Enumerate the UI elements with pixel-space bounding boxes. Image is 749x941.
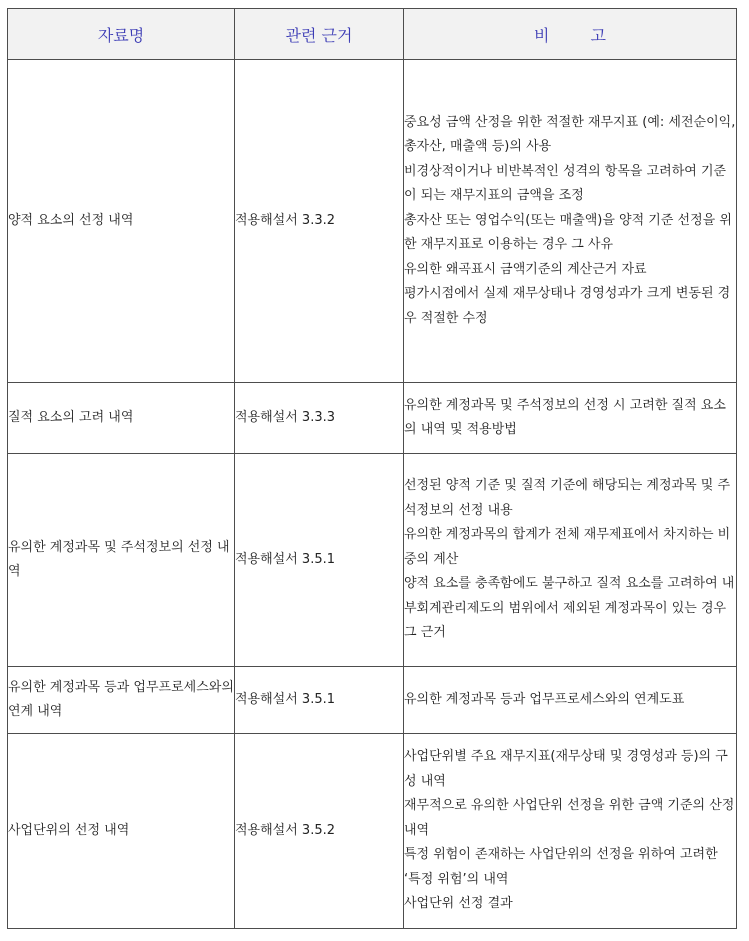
header-document-name: 자료명 xyxy=(8,9,235,60)
table-row xyxy=(8,734,737,929)
row-document-name: 질적 요소의 고려 내역 xyxy=(8,383,235,454)
reference-table xyxy=(7,8,737,929)
row-related-basis: 적용해설서 3.5.2 xyxy=(235,734,404,929)
row-related-basis: 적용해설서 3.5.1 xyxy=(235,454,404,667)
row-document-name: 유의한 계정과목 등과 업무프로세스와의 연계 내역 xyxy=(8,667,235,734)
remark-item: 유의한 계정과목의 합계가 전체 재무제표에서 차지하는 비중의 계산 xyxy=(404,527,731,567)
header-remarks-label: 비 고 xyxy=(534,25,624,45)
header-remarks xyxy=(404,9,737,60)
remark-item: 중요성 금액 산정을 위한 적절한 재무지표 (예: 세전순이익, 총자산, 매출액 등)의 사용 xyxy=(404,114,736,155)
remark-item: 유의한 계정과목 등과 업무프로세스와의 연계도표 xyxy=(404,691,685,707)
remark-item: 유의한 계정과목 및 주석정보의 선정 시 고려한 질적 요소의 내역 및 적용방법 xyxy=(404,397,726,437)
remark-item: 총자산 또는 영업수익(또는 매출액)을 양적 기준 선정을 위한 재무지표로 이용하는 경우 그 사유 xyxy=(404,212,732,253)
row-remarks xyxy=(404,734,737,929)
header-related-basis: 관련 근거 xyxy=(235,9,404,60)
row-remarks xyxy=(404,454,737,667)
remark-item: 재무적으로 유의한 사업단위 선정을 위한 금액 기준의 산정 내역 xyxy=(404,798,735,838)
row-remarks xyxy=(404,667,737,734)
remark-item: 유의한 왜곡표시 금액기준의 계산근거 자료 xyxy=(404,261,647,277)
row-remarks xyxy=(404,383,737,454)
row-related-basis: 적용해설서 3.3.3 xyxy=(235,383,404,454)
row-document-name: 사업단위의 선정 내역 xyxy=(8,734,235,929)
row-remarks xyxy=(404,60,737,383)
remark-item: 특정 위험이 존재하는 사업단위의 선정을 위하여 고려한 ‘특정 위험’의 내역 xyxy=(404,847,718,887)
table-row xyxy=(8,454,737,667)
remark-item: 비경상적이거나 비반복적인 성격의 항목을 고려하여 기준이 되는 재무지표의 금액을 조정 xyxy=(404,163,727,204)
table-row xyxy=(8,383,737,454)
remark-item: 평가시점에서 실제 재무상태나 경영성과가 크게 변동된 경우 적절한 수정 xyxy=(404,286,731,326)
row-document-name: 양적 요소의 선정 내역 xyxy=(8,60,235,383)
row-related-basis: 적용해설서 3.3.2 xyxy=(235,60,404,383)
remark-item: 사업단위별 주요 재무지표(재무상태 및 경영성과 등)의 구성 내역 xyxy=(404,749,728,789)
header-row xyxy=(8,9,737,60)
remark-item: 양적 요소를 충족함에도 불구하고 질적 요소를 고려하여 내부회계관리제도의 범위에서 제외된 계정과목이 있는 경우 그 근거 xyxy=(404,576,735,641)
remark-item: 사업단위 선정 결과 xyxy=(404,896,513,912)
remark-item: 선정된 양적 기준 및 질적 기준에 해당되는 계정과목 및 주석정보의 선정 내용 xyxy=(404,478,731,518)
row-document-name: 유의한 계정과목 및 주석정보의 선정 내역 xyxy=(8,454,235,667)
table-row xyxy=(8,60,737,383)
row-related-basis: 적용해설서 3.5.1 xyxy=(235,667,404,734)
table-row xyxy=(8,667,737,734)
